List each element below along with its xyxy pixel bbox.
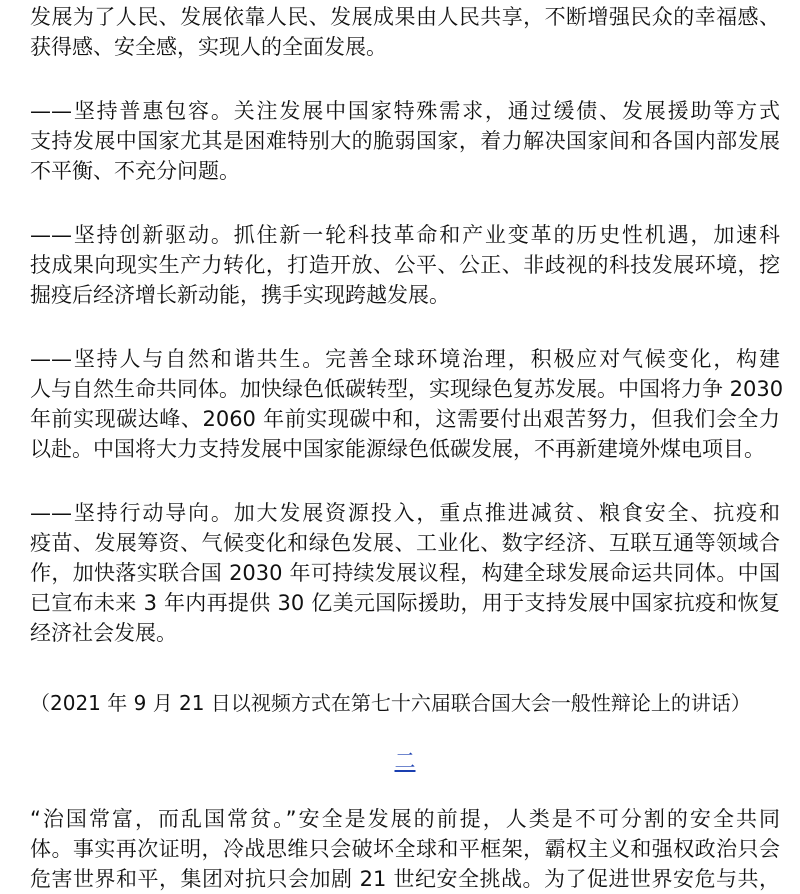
document-body: [30, 2, 784, 682]
text-line: 疫苗、发展筹资、气候变化和绿色发展、工业化、数字经济、互联互通等领域合: [30, 531, 780, 555]
text-line: “治国常富，而乱国常贫。”安全是发展的前提，人类是不可分割的安全共同: [30, 807, 780, 831]
paragraph: [30, 96, 780, 186]
text-line: 支持发展中国家尤其是困难特别大的脆弱国家，着力解决国家间和各国内部发展: [30, 129, 780, 153]
text-line: 技成果向现实生产力转化，打造开放、公平、公正、非歧视的科技发展环境，挖: [30, 253, 780, 277]
paragraph: [30, 2, 780, 62]
paragraph: [30, 220, 780, 310]
text-line: 已宣布未来 3 年内再提供 30 亿美元国际援助，用于支持发展中国家抗疫和恢复: [30, 591, 780, 615]
text-line: 发展为了人民、发展依靠人民、发展成果由人民共享，不断增强民众的幸福感、: [30, 5, 780, 29]
text-line: 体。事实再次证明，冷战思维只会破坏全球和平框架，霸权主义和强权政治只会: [30, 837, 780, 861]
text-line: ——坚持人与自然和谐共生。完善全球环境治理，积极应对气候变化，构建: [30, 347, 780, 371]
text-line: ——坚持普惠包容。关注发展中国家特殊需求，通过缓债、发展援助等方式: [30, 99, 780, 123]
section-link[interactable]: 二: [394, 749, 416, 773]
source-note: （2021 年 9 月 21 日以视频方式在第七十六届联合国大会一般性辩论上的讲话）: [30, 691, 751, 715]
paragraph-gap: [30, 186, 780, 220]
paragraph: [30, 344, 784, 464]
paragraph: [30, 498, 780, 648]
paragraph-gap: [30, 62, 780, 96]
text-line: 人与自然生命共同体。加快绿色低碳转型，实现绿色复苏发展。中国将力争 2030: [30, 377, 784, 401]
final-paragraph: [30, 804, 780, 894]
paragraph-gap: [30, 464, 780, 498]
text-line: 掘疫后经济增长新动能，携手实现跨越发展。: [30, 283, 450, 307]
document-page: [30, 2, 784, 894]
text-line: 经济社会发展。: [30, 621, 177, 645]
text-line: 年前实现碳达峰、2060 年前实现碳中和，这需要付出艰苦努力，但我们会全力: [30, 407, 780, 431]
text-line: 不平衡、不充分问题。: [30, 159, 240, 183]
paragraph-gap: [30, 648, 780, 682]
text-line: 危害世界和平，集团对抗只会加剧 21 世纪安全挑战。为了促进世界安危与共，: [30, 867, 780, 891]
text-line: 作，加快落实联合国 2030 年可持续发展议程，构建全球发展命运共同体。中国: [30, 561, 780, 585]
text-line: 以赴。中国将大力支持发展中国家能源绿色低碳发展，不再新建境外煤电项目。: [30, 437, 765, 461]
text-line: ——坚持创新驱动。抓住新一轮科技革命和产业变革的历史性机遇，加速科: [30, 223, 780, 247]
section-heading: [30, 746, 780, 776]
text-line: 获得感、安全感，实现人的全面发展。: [30, 35, 387, 59]
text-line: ——坚持行动导向。加大发展资源投入，重点推进减贫、粮食安全、抗疫和: [30, 501, 780, 525]
paragraph-gap: [30, 310, 780, 344]
